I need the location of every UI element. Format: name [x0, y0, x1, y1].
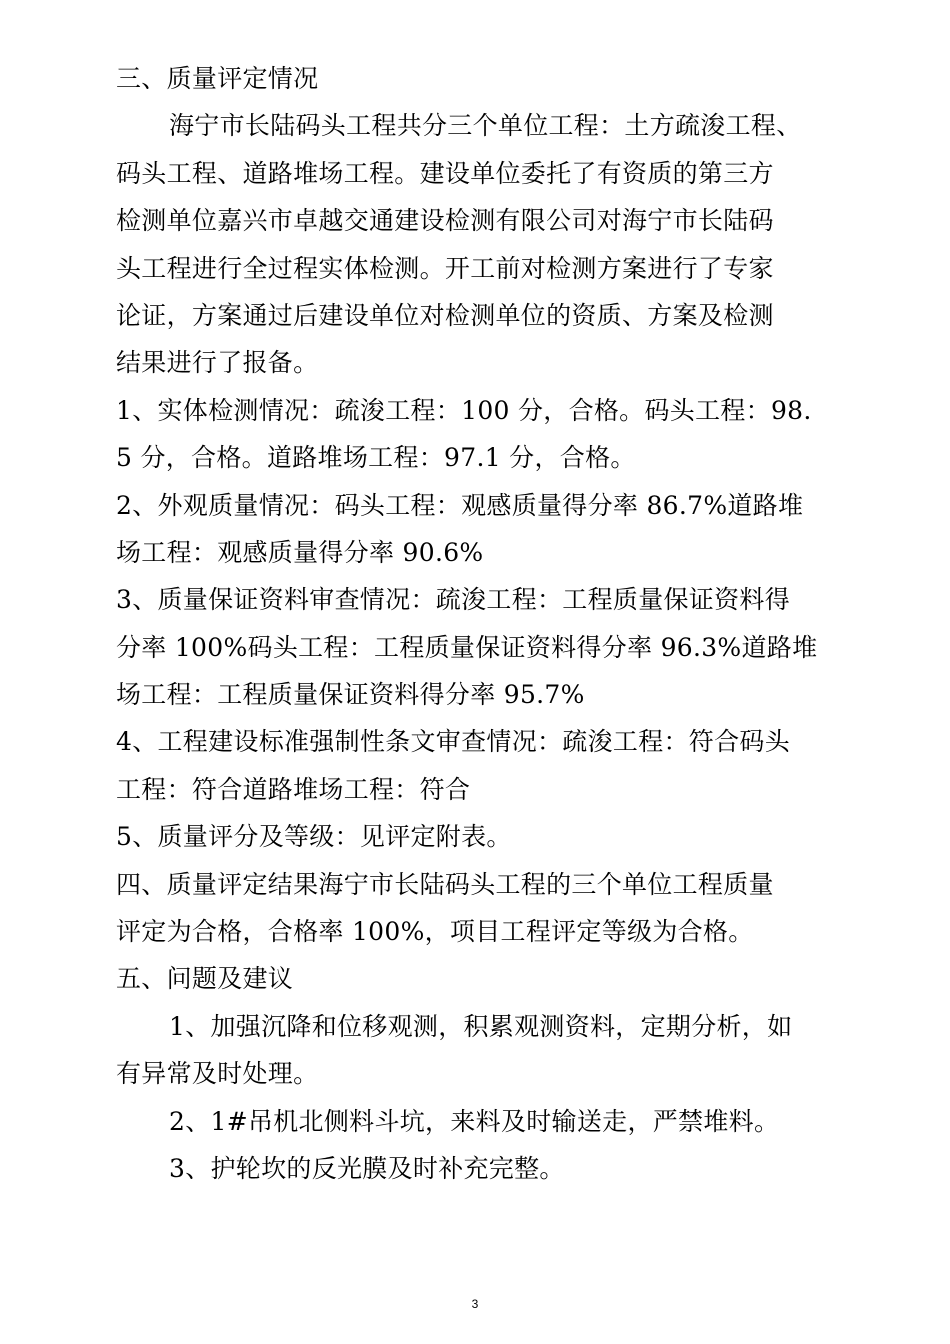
paragraph-line: 海宁市长陆码头工程共分三个单位工程：土方疏浚工程、 — [169, 111, 802, 141]
list-item-continuation: 工程：符合道路堆场工程：符合 — [116, 774, 471, 804]
list-item-continuation: 场工程：工程质量保证资料得分率 95.7% — [116, 680, 585, 710]
document-body — [116, 55, 838, 1192]
paragraph-line: 检测单位嘉兴市卓越交通建设检测有限公司对海宁市长陆码 — [116, 206, 774, 236]
page-number: 3 — [471, 1297, 479, 1311]
paragraph-line: 头工程进行全过程实体检测。开工前对检测方案进行了专家 — [116, 253, 774, 283]
list-item-continuation: 5 分，合格。道路堆场工程：97.1 分，合格。 — [116, 443, 636, 473]
suggestion-item: 1、加强沉降和位移观测，积累观测资料，定期分析，如 — [169, 1011, 793, 1041]
list-item-continuation: 分率 100%码头工程：工程质量保证资料得分率 96.3%道路堆 — [116, 632, 818, 662]
list-item-entity-inspection: 1、实体检测情况：疏浚工程：100 分，合格。码头工程：98. — [116, 395, 812, 425]
paragraph-line: 码头工程、道路堆场工程。建设单位委托了有资质的第三方 — [116, 158, 774, 188]
paragraph-line: 评定为合格，合格率 100%，项目工程评定等级为合格。 — [116, 917, 754, 947]
list-item-document-review: 3、质量保证资料审查情况：疏浚工程：工程质量保证资料得 — [116, 585, 791, 615]
paragraph-line: 论证，方案通过后建设单位对检测单位的资质、方案及检测 — [116, 300, 774, 330]
suggestion-item: 3、护轮坎的反光膜及时补充完整。 — [169, 1153, 565, 1183]
list-item-appearance-quality: 2、外观质量情况：码头工程：观感质量得分率 86.7%道路堆 — [116, 490, 804, 520]
section-heading-evaluation-result: 四、质量评定结果海宁市长陆码头工程的三个单位工程质量 — [116, 869, 774, 899]
suggestion-item: 2、1#吊机北侧料斗坑，来料及时输送走，严禁堆料。 — [169, 1106, 780, 1136]
paragraph-line: 结果进行了报备。 — [116, 348, 319, 378]
list-item-mandatory-standards: 4、工程建设标准强制性条文审查情况：疏浚工程：符合码头 — [116, 727, 791, 757]
section-heading-issues-suggestions: 五、问题及建议 — [116, 964, 294, 994]
list-item-continuation: 场工程：观感质量得分率 90.6% — [116, 537, 484, 567]
list-item-quality-score: 5、质量评分及等级：见评定附表。 — [116, 822, 512, 852]
suggestion-item-continuation: 有异常及时处理。 — [116, 1059, 319, 1089]
section-heading-quality-evaluation: 三、质量评定情况 — [116, 64, 319, 93]
